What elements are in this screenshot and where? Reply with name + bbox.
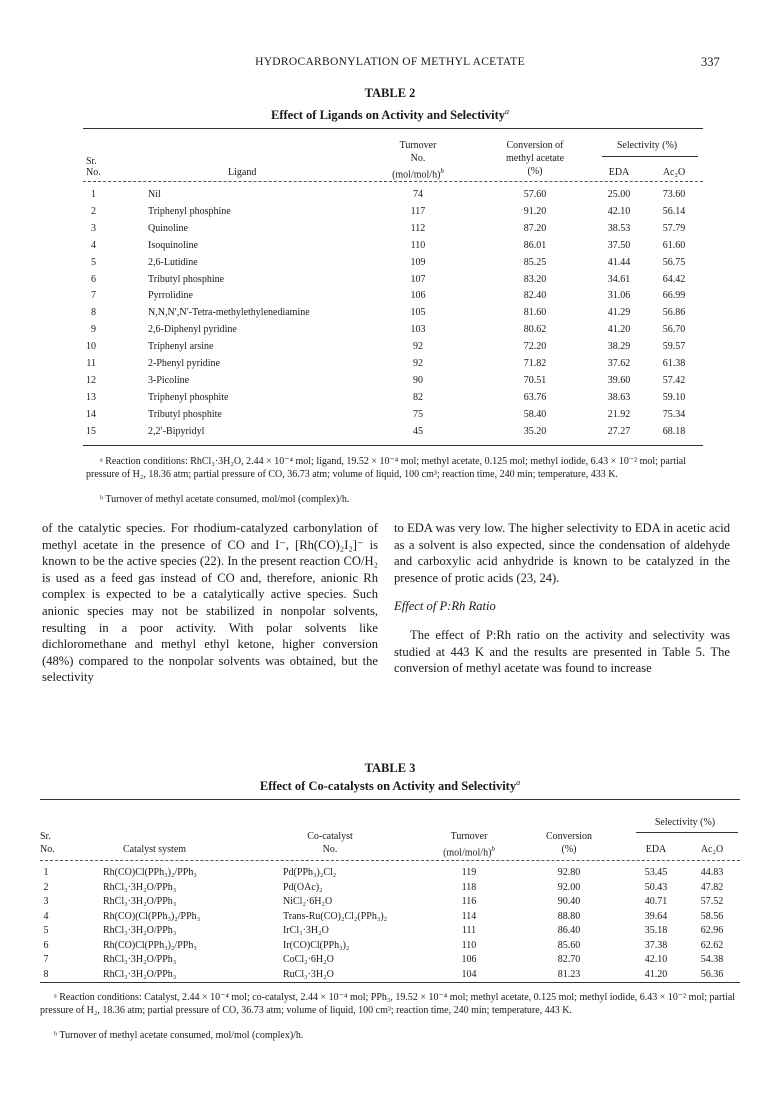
- page-number: 337: [701, 55, 720, 69]
- cell-ligand: 2-Phenyl pyridine: [148, 358, 220, 369]
- table3-header-cocatalyst-no: No.: [322, 844, 338, 855]
- cell-ac2o: 54.38: [700, 954, 724, 965]
- cell-ac2o: 56.14: [662, 205, 686, 217]
- cell-sr-no: 5: [43, 925, 49, 936]
- cell-conversion: 58.40: [523, 408, 547, 420]
- cell-ligand: Nil: [148, 189, 161, 200]
- table3-header-ac2o: Ac₂O: [700, 844, 724, 855]
- table3-header-catalyst: Catalyst system: [123, 844, 187, 855]
- table2-bottom-rule: [83, 445, 703, 446]
- cell-eda: 27.27: [607, 425, 631, 437]
- table2-header-turnover-unit-text: (mol/mol/h): [392, 169, 441, 181]
- cell-catalyst: Rh(CO)(Cl(PPh₃)₂/PPh₃: [103, 910, 201, 922]
- cell-ac2o: 44.83: [700, 867, 724, 878]
- cell-ac2o: 57.52: [700, 896, 724, 907]
- table3-header-turnover-note: b: [491, 845, 495, 853]
- cell-sr-no: 4: [43, 910, 49, 922]
- table2-header-no: No.: [86, 167, 101, 178]
- table2-header-turnover: Turnover: [399, 140, 437, 151]
- cell-turnover: 105: [410, 307, 426, 319]
- cell-conversion: 91.20: [523, 205, 547, 217]
- cell-cocatalyst: Ir(CO)Cl(PPh₃)₂: [283, 939, 350, 951]
- cell-turnover: 82: [413, 391, 423, 403]
- cell-conversion: 63.76: [523, 391, 547, 403]
- cell-cocatalyst: Trans-Ru(CO)₂Cl₂(PPh₃)₂: [283, 910, 388, 922]
- cell-conversion: 82.40: [523, 290, 547, 302]
- table3-header-cocatalyst: Co-catalyst: [307, 831, 353, 842]
- cell-sr-no: 2: [91, 205, 96, 217]
- cell-eda: 41.20: [607, 324, 631, 336]
- cell-ac2o: 73.60: [662, 189, 686, 200]
- cell-conversion: 86.01: [523, 239, 547, 251]
- cell-sr-no: 5: [91, 256, 96, 268]
- body-right-paragraph-1: to EDA was very low. The higher selectivity to EDA in acetic acid as a solvent is also expected, since the condensation of aldehyde and carboxylic acid anhydride is known to be catalyzed in the presence of protic acids (23, 24).: [394, 521, 730, 585]
- cell-ac2o: 62.62: [700, 939, 724, 951]
- cell-sr-no: 7: [43, 954, 49, 965]
- cell-eda: 41.44: [607, 256, 631, 268]
- cell-turnover: 118: [461, 881, 477, 893]
- cell-catalyst: RhCl₃·3H₂O/PPh₃: [103, 954, 177, 965]
- cell-ac2o: 57.79: [662, 222, 686, 234]
- cell-eda: 37.50: [607, 239, 631, 251]
- cell-sr-no: 14: [86, 408, 96, 420]
- cell-sr-no: 3: [43, 896, 49, 907]
- table3-top-rule: [40, 799, 740, 800]
- cell-ligand: Triphenyl phosphine: [148, 205, 231, 217]
- cell-turnover: 107: [410, 273, 426, 285]
- table3-title: [0, 778, 780, 794]
- cell-conversion: 82.70: [557, 954, 581, 965]
- cell-cocatalyst: IrCl₃·3H₂O: [283, 925, 329, 936]
- cell-eda: 34.61: [607, 273, 631, 285]
- cell-conversion: 85.60: [557, 939, 581, 951]
- cell-ac2o: 59.57: [662, 341, 686, 353]
- cell-eda: 39.60: [607, 374, 631, 386]
- cell-turnover: 112: [410, 222, 426, 234]
- cell-sr-no: 6: [43, 939, 49, 951]
- cell-conversion: 88.80: [557, 910, 581, 922]
- cell-ac2o: 47.82: [700, 881, 724, 893]
- cell-ligand: 3-Picoline: [148, 374, 190, 386]
- cell-ligand: Triphenyl phosphite: [148, 391, 229, 403]
- table3-header-conversion: Conversion: [545, 831, 593, 842]
- cell-eda: 21.92: [607, 408, 631, 420]
- cell-turnover: 116: [461, 896, 477, 907]
- cell-sr-no: 1: [91, 189, 96, 200]
- cell-eda: 50.43: [644, 881, 668, 893]
- cell-ligand: 2,2′-Bipyridyl: [148, 425, 205, 437]
- cell-ligand: Tributyl phosphine: [148, 273, 225, 285]
- cell-eda: 38.63: [607, 391, 631, 403]
- cell-conversion: 86.40: [557, 925, 581, 936]
- cell-sr-no: 8: [91, 307, 96, 319]
- body-left-paragraph: of the catalytic species. For rhodium-catalyzed carbonylation of methyl acetate in the presence of CO and I⁻, [Rh(CO)₂I₂]⁻ is known to be the active species (22). In the present reaction CO/H₂ is used as a feed gas instead of CO and, therefore, anionic Rh complex is expected to be a catalytically active species. Such anionic species may not be stabilized in nonpolar solvents, resulting in a poor activity. With polar solvents like dichloromethane and methyl ethyl ketone, higher conversion (48%) compared to the nonpolar solvents was obtained, but the selectivity: [42, 521, 378, 685]
- cell-ac2o: 61.38: [662, 358, 686, 369]
- cell-turnover: 75: [413, 408, 423, 420]
- cell-cocatalyst: RuCl₃·3H₂O: [283, 968, 334, 980]
- cell-conversion: 83.20: [523, 273, 547, 285]
- cell-conversion: 70.51: [523, 374, 547, 386]
- cell-sr-no: 7: [91, 290, 96, 302]
- cell-sr-no: 8: [43, 968, 49, 980]
- cell-sr-no: 3: [91, 222, 96, 234]
- body-right-paragraph-2: The effect of P:Rh ratio on the activity and selectivity was studied at 443 K and the results are presented in Table 5. The conversion of methyl acetate was found to increase: [394, 627, 730, 676]
- cell-conversion: 57.60: [523, 189, 547, 200]
- table3-header-no: No.: [40, 844, 55, 855]
- cell-conversion: 81.23: [557, 968, 581, 980]
- table3-footnote-b: ᵇ Turnover of methyl acetate consumed, mol/mol (complex)/h.: [54, 1030, 304, 1041]
- cell-eda: 38.53: [607, 222, 631, 234]
- cell-turnover: 104: [461, 968, 477, 980]
- table3-header-turnover-unit-text: (mol/mol/h): [443, 847, 492, 859]
- table2-header-selectivity: Selectivity (%): [616, 140, 678, 151]
- cell-turnover: 45: [413, 425, 423, 437]
- cell-eda: 39.64: [644, 910, 668, 922]
- cell-cocatalyst: CoCl₂·6H₂O: [283, 954, 334, 965]
- cell-eda: 37.62: [607, 358, 631, 369]
- table3-title-note: a: [516, 778, 521, 787]
- cell-cocatalyst: Pd(PPh₃)₂Cl₂: [283, 867, 337, 878]
- cell-conversion: 92.80: [557, 867, 581, 878]
- cell-conversion: 87.20: [523, 222, 547, 234]
- cell-turnover: 110: [461, 939, 477, 951]
- cell-sr-no: 11: [86, 358, 96, 369]
- table2-header-rule: [83, 181, 703, 182]
- table2-title: [0, 107, 780, 123]
- table3-footnote-a-text: ᵃ Reaction conditions: Catalyst, 2.44 × 10⁻⁴ mol; co-catalyst, 2.44 × 10⁻⁴ mol; PPh₃, 19.52 × 10⁻⁴ mol; methyl acetate, 0.125 mol; methyl iodide, 6.43 × 10⁻² mol; partial pressure of H₂, 18.36 atm; partial pressure of CO, 36.73 atm; volume of liquid, 100 cm³; reaction time, 240 min; temperature, 443 K.: [40, 992, 736, 1016]
- cell-sr-no: 2: [43, 881, 49, 893]
- table2-footnote-b: ᵇ Turnover of methyl acetate consumed, mol/mol (complex)/h.: [100, 494, 350, 505]
- cell-turnover: 92: [413, 358, 423, 369]
- cell-eda: 31.06: [607, 290, 631, 302]
- cell-catalyst: RhCl₃·3H₂O/PPh₃: [103, 896, 177, 907]
- cell-cocatalyst: Pd(OAc)₂: [283, 881, 323, 893]
- cell-turnover: 106: [461, 954, 477, 965]
- cell-catalyst: RhCl₃·3H₂O/PPh₃: [103, 925, 177, 936]
- cell-ligand: Quinoline: [148, 222, 188, 234]
- table2-header-turnover-no: No.: [410, 153, 426, 164]
- cell-ac2o: 66.99: [662, 290, 686, 302]
- table2-header-sr: Sr.: [86, 156, 97, 167]
- table3-header-eda: EDA: [645, 844, 667, 855]
- table3-header-sr: Sr.: [40, 831, 51, 842]
- cell-ligand: Isoquinoline: [148, 239, 198, 251]
- cell-eda: 38.29: [607, 341, 631, 353]
- cell-ac2o: 61.60: [662, 239, 686, 251]
- cell-eda: 42.10: [607, 205, 631, 217]
- cell-turnover: 74: [413, 189, 423, 200]
- cell-turnover: 110: [410, 239, 426, 251]
- table2-header-conversion-unit: (%): [527, 166, 543, 177]
- table3-header-turnover: Turnover: [450, 831, 488, 842]
- table3-label: TABLE 3: [364, 761, 416, 775]
- cell-eda: 42.10: [644, 954, 668, 965]
- table3-header-conversion-unit: (%): [561, 844, 577, 855]
- cell-sr-no: 12: [86, 374, 96, 386]
- table2-header-ac2o: Ac₂O: [662, 167, 686, 178]
- body-left-column: [42, 520, 378, 686]
- cell-turnover: 114: [461, 910, 477, 922]
- table2-top-rule: [83, 128, 703, 129]
- cell-catalyst: RhCl₃·3H₂O/PPh₃: [103, 968, 177, 980]
- cell-eda: 37.38: [644, 939, 668, 951]
- cell-eda: 53.45: [644, 867, 668, 878]
- table2-footnote-a: [86, 455, 702, 481]
- cell-ac2o: 58.56: [700, 910, 724, 922]
- table2-title-note: a: [505, 107, 509, 116]
- table3-bottom-rule: [40, 982, 740, 983]
- cell-conversion: 85.25: [523, 256, 547, 268]
- table2-header-conversion-2: methyl acetate: [505, 153, 565, 164]
- cell-sr-no: 4: [91, 239, 96, 251]
- cell-turnover: 117: [410, 205, 426, 217]
- table2-title-text: Effect of Ligands on Activity and Selectivity: [270, 108, 505, 123]
- cell-turnover: 92: [413, 341, 423, 353]
- cell-conversion: 81.60: [523, 307, 547, 319]
- table3-footnote-a: [40, 991, 740, 1017]
- cell-sr-no: 15: [86, 425, 96, 437]
- table3-header-selectivity: Selectivity (%): [654, 817, 716, 828]
- cell-turnover: 111: [461, 925, 477, 936]
- cell-ac2o: 64.42: [662, 273, 686, 285]
- table3-title-text: Effect of Co-catalysts on Activity and Selectivity: [259, 779, 517, 794]
- cell-sr-no: 6: [91, 273, 96, 285]
- cell-conversion: 90.40: [557, 896, 581, 907]
- cell-ac2o: 75.34: [662, 408, 686, 420]
- cell-ac2o: 56.86: [662, 307, 686, 319]
- cell-conversion: 71.82: [523, 358, 547, 369]
- table2-header-eda: EDA: [608, 167, 630, 178]
- cell-turnover: 106: [410, 290, 426, 302]
- cell-sr-no: 10: [86, 341, 96, 353]
- cell-turnover: 109: [410, 256, 426, 268]
- cell-turnover: 119: [461, 867, 477, 878]
- cell-ac2o: 56.75: [662, 256, 686, 268]
- table3-header-turnover-unit: [419, 843, 519, 859]
- cell-eda: 25.00: [607, 189, 631, 200]
- cell-eda: 41.29: [607, 307, 631, 319]
- cell-catalyst: Rh(CO)Cl(PPh₃)₂/PPh₃: [103, 867, 197, 878]
- cell-ligand: Tributyl phosphite: [148, 408, 222, 420]
- table2-label: TABLE 2: [364, 86, 416, 100]
- cell-ligand: 2,6-Lutidine: [148, 256, 198, 268]
- table2-header-turnover-unit: [368, 165, 468, 181]
- section-subheading: Effect of P:Rh Ratio: [394, 599, 496, 614]
- cell-turnover: 103: [410, 324, 426, 336]
- cell-ligand: Pyrrolidine: [148, 290, 193, 302]
- cell-ligand: N,N,N′,N′-Tetra-methylethylenediamine: [148, 307, 310, 319]
- cell-cocatalyst: NiCl₂·6H₂O: [283, 896, 333, 907]
- cell-ac2o: 56.36: [700, 968, 724, 980]
- cell-catalyst: Rh(CO)Cl(PPh₃)₂/PPh₃: [103, 939, 197, 951]
- table2-header-ligand: Ligand: [228, 167, 257, 178]
- cell-ligand: Triphenyl arsine: [148, 341, 214, 353]
- cell-ac2o: 59.10: [662, 391, 686, 403]
- table2-footnote-a-text: ᵃ Reaction conditions: RhCl₃·3H₂O, 2.44 × 10⁻⁴ mol; ligand, 19.52 × 10⁻⁴ mol; methyl acetate, 0.125 mol; methyl iodide, 6.43 × 10⁻² mol; partial pressure of H₂, 18.36 atm; partial pressure of CO, 36.73 atm; volume of liquid, 100 cm³; reaction time, 240 min; temperature, 433 K.: [86, 456, 686, 480]
- cell-sr-no: 1: [43, 867, 49, 878]
- cell-turnover: 90: [413, 374, 423, 386]
- running-head: HYDROCARBONYLATION OF METHYL ACETATE: [255, 56, 525, 68]
- cell-ac2o: 68.18: [662, 425, 686, 437]
- cell-eda: 40.71: [644, 896, 668, 907]
- cell-sr-no: 13: [86, 391, 96, 403]
- cell-ac2o: 62.96: [700, 925, 724, 936]
- table3-header-rule: [40, 860, 740, 861]
- table3-selectivity-rule: [636, 832, 738, 833]
- body-right-column: [394, 520, 730, 677]
- cell-catalyst: RhCl₃·3H₂O/PPh₃: [103, 881, 177, 893]
- cell-eda: 35.18: [644, 925, 668, 936]
- table2-selectivity-rule: [602, 156, 698, 157]
- table2-header-turnover-note: b: [440, 167, 444, 175]
- table2-header-conversion: Conversion of: [506, 140, 564, 151]
- cell-ligand: 2,6-Diphenyl pyridine: [148, 324, 237, 336]
- cell-conversion: 92.00: [557, 881, 581, 893]
- cell-ac2o: 57.42: [662, 374, 686, 386]
- cell-sr-no: 9: [91, 324, 96, 336]
- cell-ac2o: 56.70: [662, 324, 686, 336]
- cell-conversion: 80.62: [523, 324, 547, 336]
- cell-conversion: 35.20: [523, 425, 547, 437]
- cell-conversion: 72.20: [523, 341, 547, 353]
- cell-eda: 41.20: [644, 968, 668, 980]
